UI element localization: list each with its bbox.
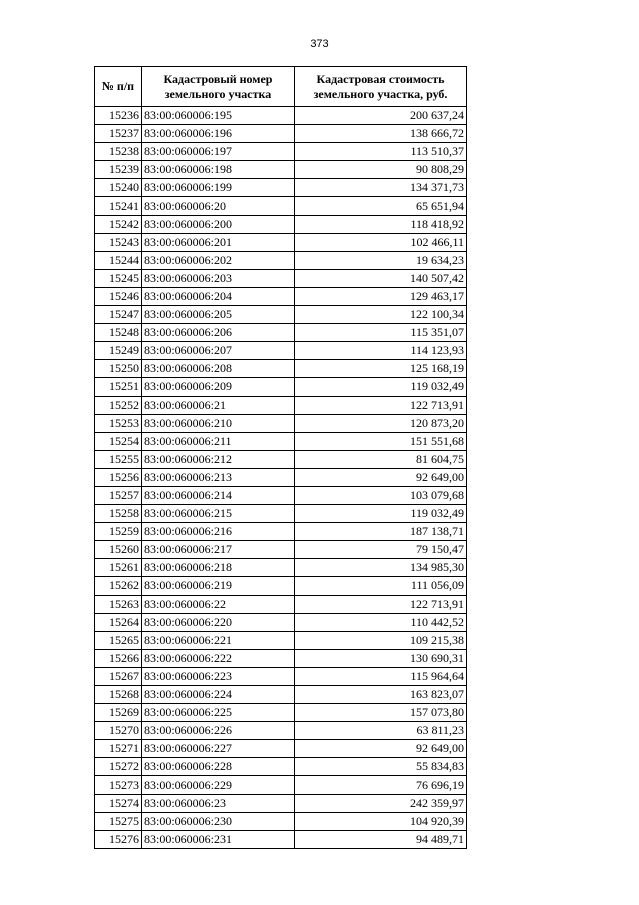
table-row [95,450,467,468]
cadastral-value-cell: 115 351,07 [295,324,467,342]
table-row [95,107,467,125]
table-row [95,794,467,812]
table-row [95,197,467,215]
table-row [95,595,467,613]
table-row [95,613,467,631]
cadastral-number-cell: 83:00:060006:205 [142,306,295,324]
table-row [95,396,467,414]
cadastral-number-cell: 83:00:060006:230 [142,812,295,830]
row-number-cell: 15276 [95,830,142,848]
cadastral-value-cell: 113 510,37 [295,143,467,161]
page-number: 373 [310,38,329,50]
cadastral-number-cell: 83:00:060006:204 [142,287,295,305]
cadastral-number-cell: 83:00:060006:195 [142,107,295,125]
row-number-cell: 15265 [95,631,142,649]
cadastral-value-cell: 104 920,39 [295,812,467,830]
cadastral-value-cell: 122 100,34 [295,306,467,324]
cadastral-value-cell: 119 032,49 [295,505,467,523]
cadastral-number-cell: 83:00:060006:197 [142,143,295,161]
cadastral-value-cell: 76 696,19 [295,776,467,794]
table-row [95,541,467,559]
table-row [95,776,467,794]
row-number-cell: 15257 [95,486,142,504]
table-row [95,414,467,432]
table-row [95,251,467,269]
table-row [95,233,467,251]
row-number-cell: 15267 [95,667,142,685]
table-header-row [95,67,467,107]
cadastral-value-cell: 138 666,72 [295,125,467,143]
cadastral-number-cell: 83:00:060006:202 [142,251,295,269]
cadastral-number-cell: 83:00:060006:220 [142,613,295,631]
table-row [95,161,467,179]
table-row [95,649,467,667]
row-number-cell: 15237 [95,125,142,143]
row-number-cell: 15247 [95,306,142,324]
cadastral-value-cell: 94 489,71 [295,830,467,848]
cadastral-number-cell: 83:00:060006:215 [142,505,295,523]
row-number-cell: 15248 [95,324,142,342]
cadastral-value-cell: 102 466,11 [295,233,467,251]
cadastral-value-cell: 122 713,91 [295,595,467,613]
cadastral-number-cell: 83:00:060006:219 [142,577,295,595]
row-number-cell: 15259 [95,523,142,541]
table-row [95,125,467,143]
row-number-cell: 15243 [95,233,142,251]
row-number-cell: 15271 [95,740,142,758]
cadastral-number-cell: 83:00:060006:228 [142,758,295,776]
cadastral-value-cell: 118 418,92 [295,215,467,233]
row-number-cell: 15269 [95,704,142,722]
table-row [95,360,467,378]
row-number-cell: 15272 [95,758,142,776]
table-row [95,287,467,305]
cadastral-number-cell: 83:00:060006:207 [142,342,295,360]
row-number-cell: 15268 [95,686,142,704]
table-row [95,523,467,541]
cadastral-value-cell: 92 649,00 [295,468,467,486]
cadastral-value-cell: 122 713,91 [295,396,467,414]
table-row [95,486,467,504]
cadastral-number-cell: 83:00:060006:206 [142,324,295,342]
cadastral-value-cell: 81 604,75 [295,450,467,468]
cadastral-value-cell: 109 215,38 [295,631,467,649]
row-number-cell: 15256 [95,468,142,486]
row-number-cell: 15245 [95,269,142,287]
table-row [95,812,467,830]
table-row [95,179,467,197]
cadastral-value-cell: 103 079,68 [295,486,467,504]
row-number-cell: 15255 [95,450,142,468]
table-row [95,559,467,577]
table-row [95,378,467,396]
cadastral-number-cell: 83:00:060006:225 [142,704,295,722]
cadastral-number-cell: 83:00:060006:226 [142,722,295,740]
cadastral-value-cell: 200 637,24 [295,107,467,125]
cadastral-value-cell: 65 651,94 [295,197,467,215]
table-row [95,722,467,740]
cadastral-number-cell: 83:00:060006:216 [142,523,295,541]
cadastral-number-cell: 83:00:060006:222 [142,649,295,667]
cadastral-value-cell: 157 073,80 [295,704,467,722]
cadastral-number-cell: 83:00:060006:217 [142,541,295,559]
table-row [95,631,467,649]
cadastral-value-cell: 130 690,31 [295,649,467,667]
table-row [95,758,467,776]
table-row [95,342,467,360]
cadastral-value-cell: 163 823,07 [295,686,467,704]
cadastral-number-cell: 83:00:060006:22 [142,595,295,613]
row-number-cell: 15249 [95,342,142,360]
row-number-cell: 15241 [95,197,142,215]
cadastral-number-cell: 83:00:060006:223 [142,667,295,685]
header-cadastral-number: Кадастровый номер земельного участка [142,67,295,107]
cadastral-number-cell: 83:00:060006:209 [142,378,295,396]
row-number-cell: 15239 [95,161,142,179]
cadastral-number-cell: 83:00:060006:221 [142,631,295,649]
row-number-cell: 15266 [95,649,142,667]
cadastral-number-cell: 83:00:060006:21 [142,396,295,414]
table-row [95,704,467,722]
row-number-cell: 15261 [95,559,142,577]
cadastral-value-cell: 90 808,29 [295,161,467,179]
cadastral-value-cell: 114 123,93 [295,342,467,360]
cadastral-number-cell: 83:00:060006:210 [142,414,295,432]
row-number-cell: 15246 [95,287,142,305]
row-number-cell: 15250 [95,360,142,378]
row-number-cell: 15238 [95,143,142,161]
cadastral-number-cell: 83:00:060006:229 [142,776,295,794]
cadastral-number-cell: 83:00:060006:214 [142,486,295,504]
row-number-cell: 15262 [95,577,142,595]
row-number-cell: 15244 [95,251,142,269]
cadastral-number-cell: 83:00:060006:227 [142,740,295,758]
table-row [95,432,467,450]
row-number-cell: 15240 [95,179,142,197]
header-row-number: № п/п [95,67,142,107]
table-body [95,107,467,849]
table-row [95,686,467,704]
table-row [95,306,467,324]
table-row [95,830,467,848]
row-number-cell: 15275 [95,812,142,830]
row-number-cell: 15254 [95,432,142,450]
cadastral-value-cell: 92 649,00 [295,740,467,758]
table-row [95,577,467,595]
cadastral-number-cell: 83:00:060006:213 [142,468,295,486]
cadastral-number-cell: 83:00:060006:198 [142,161,295,179]
cadastral-number-cell: 83:00:060006:218 [142,559,295,577]
cadastral-value-cell: 55 834,83 [295,758,467,776]
cadastral-number-cell: 83:00:060006:199 [142,179,295,197]
cadastral-value-cell: 129 463,17 [295,287,467,305]
cadastral-value-cell: 111 056,09 [295,577,467,595]
table-row [95,505,467,523]
row-number-cell: 15258 [95,505,142,523]
table-row [95,324,467,342]
cadastral-value-cell: 134 985,30 [295,559,467,577]
cadastral-number-cell: 83:00:060006:231 [142,830,295,848]
header-cadastral-value: Кадастровая стоимость земельного участка, руб. [295,67,467,107]
row-number-cell: 15274 [95,794,142,812]
cadastral-value-cell: 119 032,49 [295,378,467,396]
row-number-cell: 15260 [95,541,142,559]
table-row [95,740,467,758]
cadastral-number-cell: 83:00:060006:201 [142,233,295,251]
row-number-cell: 15273 [95,776,142,794]
row-number-cell: 15251 [95,378,142,396]
cadastral-value-table [94,66,467,849]
row-number-cell: 15252 [95,396,142,414]
cadastral-value-cell: 120 873,20 [295,414,467,432]
cadastral-value-cell: 63 811,23 [295,722,467,740]
row-number-cell: 15263 [95,595,142,613]
table-row [95,468,467,486]
cadastral-value-cell: 115 964,64 [295,667,467,685]
cadastral-number-cell: 83:00:060006:224 [142,686,295,704]
cadastral-number-cell: 83:00:060006:200 [142,215,295,233]
cadastral-value-cell: 151 551,68 [295,432,467,450]
table-row [95,143,467,161]
cadastral-number-cell: 83:00:060006:208 [142,360,295,378]
cadastral-value-cell: 134 371,73 [295,179,467,197]
cadastral-number-cell: 83:00:060006:212 [142,450,295,468]
cadastral-value-cell: 19 634,23 [295,251,467,269]
cadastral-value-cell: 125 168,19 [295,360,467,378]
cadastral-number-cell: 83:00:060006:20 [142,197,295,215]
cadastral-value-cell: 242 359,97 [295,794,467,812]
row-number-cell: 15242 [95,215,142,233]
table-row [95,269,467,287]
cadastral-number-cell: 83:00:060006:196 [142,125,295,143]
cadastral-value-cell: 187 138,71 [295,523,467,541]
cadastral-value-cell: 79 150,47 [295,541,467,559]
table-row [95,215,467,233]
cadastral-number-cell: 83:00:060006:203 [142,269,295,287]
row-number-cell: 15236 [95,107,142,125]
cadastral-number-cell: 83:00:060006:211 [142,432,295,450]
table-row [95,667,467,685]
cadastral-number-cell: 83:00:060006:23 [142,794,295,812]
row-number-cell: 15253 [95,414,142,432]
row-number-cell: 15270 [95,722,142,740]
cadastral-value-cell: 110 442,52 [295,613,467,631]
cadastral-value-cell: 140 507,42 [295,269,467,287]
row-number-cell: 15264 [95,613,142,631]
